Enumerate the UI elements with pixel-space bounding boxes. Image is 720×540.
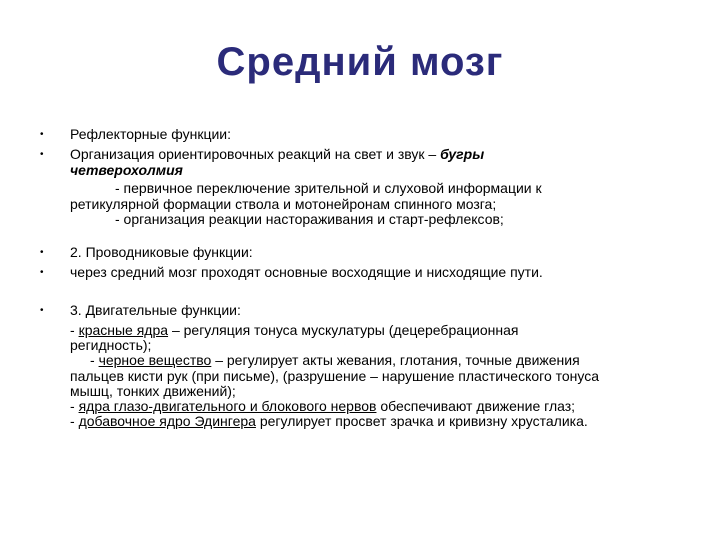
text-line: Рефлекторные функции: bbox=[70, 126, 232, 142]
underlined-term: черное вещество bbox=[98, 352, 212, 368]
text-line: 3. Двигательные функции: bbox=[70, 302, 241, 318]
text-line: - организация реакции настораживания и старт-рефлексов; bbox=[115, 211, 504, 227]
bullet: • bbox=[40, 149, 44, 160]
text-run: – регулирует акты жевания, глотания, точные движения bbox=[211, 352, 580, 368]
emphasis-text: бугры bbox=[440, 146, 485, 162]
underlined-term: красные ядра bbox=[78, 322, 169, 338]
text-run: – регуляция тонуса мускулатуры (децеребрационная bbox=[168, 322, 519, 338]
text-run: - bbox=[70, 322, 79, 338]
text-line: через средний мозг проходят основные восходящие и нисходящие пути. bbox=[70, 264, 543, 280]
text-run: - bbox=[90, 352, 99, 368]
slide-title: Средний мозг bbox=[216, 40, 504, 84]
bullet: • bbox=[40, 129, 44, 140]
text-line: мышц, тонких движений); bbox=[70, 383, 236, 399]
text-line: регидность); bbox=[70, 337, 152, 353]
text-run: Организация ориентировочных реакций на свет и звук – bbox=[70, 146, 441, 162]
text-line bbox=[70, 414, 588, 430]
text-run: - bbox=[70, 413, 79, 429]
text-run: регулирует просвет зрачка и кривизну хрусталика. bbox=[255, 413, 588, 429]
underlined-term: ядра глазо-двигательного и блокового нервов bbox=[78, 398, 377, 414]
underlined-term: добавочное ядро Эдингера bbox=[78, 413, 256, 429]
bullet: • bbox=[40, 267, 44, 278]
text-line: 2. Проводниковые функции: bbox=[70, 244, 253, 260]
bullet: • bbox=[40, 247, 44, 258]
text-line bbox=[90, 353, 580, 369]
bullet: • bbox=[40, 305, 44, 316]
text-run: обеспечивают движение глаз; bbox=[376, 398, 576, 414]
emphasis-text: четверохолмия bbox=[70, 162, 183, 178]
text-line: ретикулярной формации ствола и мотонейронам спинного мозга; bbox=[70, 196, 497, 212]
text-line bbox=[70, 147, 484, 163]
text-line: - первичное переключение зрительной и слуховой информации к bbox=[115, 180, 542, 196]
text-run: - bbox=[70, 398, 79, 414]
text-line: пальцев кисти рук (при письме), (разрушение – нарушение пластического тонуса bbox=[70, 368, 600, 384]
